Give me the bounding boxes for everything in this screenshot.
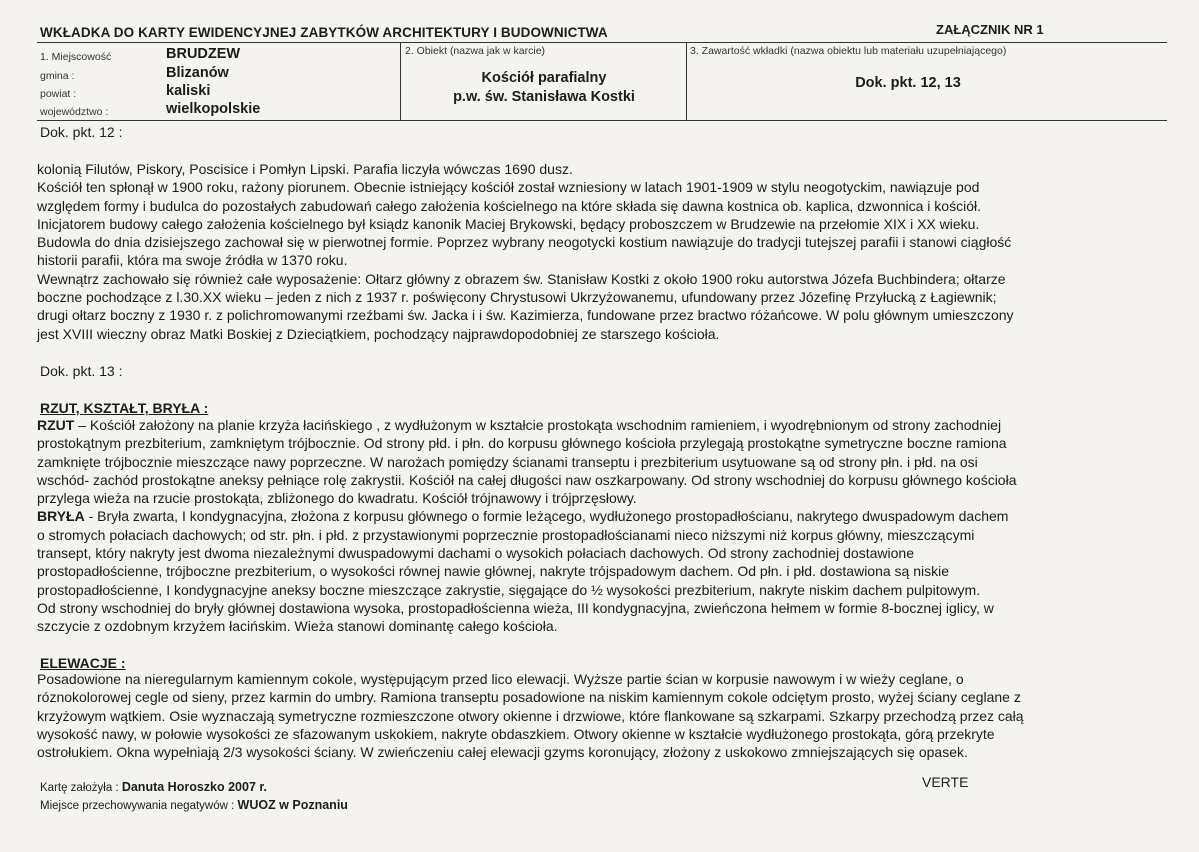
document-title: WKŁADKA DO KARTY EWIDENCYJNEJ ZABYTKÓW ARCHITEKTURY I BUDOWNICTWA: [40, 25, 608, 40]
rzut-term: RZUT: [37, 417, 75, 433]
section12-line: Budowla do dnia dzisiejszego zachował się w pierwotnej formie. Poprzez wybrany neogotycki kostium nawiązuje do tradycji tutejszej parafii i stanowi ciągłość: [37, 234, 1012, 251]
header-divider: [37, 42, 1167, 43]
rzut-line: wschód- zachód prostokątne aneksy pełniące rolę zakrystii. Kościół na całej długości naw oszkarpowany. Od strony wschodniej do korpusu głównego kościoła: [37, 471, 1017, 488]
section13-label: Dok. pkt. 13 :: [40, 363, 123, 379]
section12-line: Inicjatorem budowy całego założenia kościelnego był ksiądz kanonik Maciej Brykowski, będący proboszczem w Brudzewie na przełomie XIX i XX wieku.: [37, 215, 980, 232]
content-label: 3. Zawartość wkładki (nazwa obiektu lub materiału uzupełniającego): [690, 45, 1007, 57]
powiat-label: powiat :: [40, 88, 77, 100]
section12-line: względem formy i budulca do pozostałych zabudowań całego założenia kościelnego na które składa się dawna kostnica ob. kaplica, dzwonnica i kościół.: [37, 197, 981, 214]
gmina-value: Blizanów: [166, 65, 229, 81]
bryla-term: BRYŁA: [37, 508, 85, 525]
gmina-label: gmina :: [40, 70, 75, 82]
rzut-heading: RZUT, KSZTAŁT, BRYŁA :: [40, 400, 209, 416]
bryla-line: prostopadłościenne, I kondygnacyjne aneksy boczne mieszczące zakrystie, sięgające do ½ wysokości prezbiterium, nakryte niskim dachem pulpitowym.: [37, 581, 981, 598]
rzut-text: [37, 416, 1167, 636]
elewacje-line: Posadowione na nieregularnym kamiennym cokole, występującym przed lico elewacji. Wyższe partie ścian w korpusie nawowym i w wieży ceglane, o: [37, 671, 964, 687]
content-value: Dok. pkt. 12, 13: [855, 75, 961, 91]
elewacje-text: [37, 670, 1167, 761]
wojewodztwo-value: wielkopolskie: [166, 101, 261, 117]
storage-line: [40, 798, 348, 812]
author-label: Kartę założyła :: [40, 782, 119, 794]
rzut-line: zamknięte trójbocznie mieszczące nawy poprzeczne. W narożach pomiędzy ścianami transeptu i prezbiterium usytuowane są od strony płn. i płd. na osi: [37, 453, 978, 470]
verte-label: VERTE: [922, 774, 969, 790]
bryla-line: o stromych połaciach dachowych; od str. płn. i płd. z przystawionymi poprzecznie prostopadłościanami nieco niższymi niż korpus główny, mieszczącymi: [37, 526, 975, 543]
object-name-line2: p.w. św. Stanisława Kostki: [453, 89, 635, 105]
storage-label: Miejsce przechowywania negatywów :: [40, 800, 235, 812]
author-line: [40, 780, 267, 794]
wojewodztwo-label: województwo :: [40, 106, 109, 118]
section12-line: historii parafii, która ma swoje źródła w 1370 roku.: [37, 252, 348, 269]
bryla-line: BRYŁA - Bryła zwarta, I kondygnacyjna, złożona z korpusu głównego o formie leżącego, wydłużonego prostopadłościanu, nakrytego dwuspadowym dachem: [37, 508, 1009, 525]
field-divider-2: [686, 42, 687, 120]
elewacje-line: róznokolorowej cegle od sieny, przez karmin do umbry. Ramiona transeptu posadowione na niskim kamiennym cokole odciętym prosto, wyżej ściany ceglane z: [37, 689, 1021, 706]
elewacje-line: krzyżowym wątkiem. Osie wyznaczają symetryczne rozmieszczone otwory okienne i drzwiowe, które flankowane są szkarpami. Szkarpy przechodzą przez całą: [37, 707, 1024, 724]
bryla-line: transept, który nakryty jest dwoma niezależnymi dwuspadowymi dachami o wysokich połaciach dachowych. Od strony zachodniej dostawione: [37, 545, 914, 562]
rzut-line: prostokątnym prezbiterium, zamkniętym trójbocznie. Od strony płd. i płn. do korpusu głównego kościoła przylegają prostokątne symetryczne boczne ramiona: [37, 435, 1007, 452]
field-divider-1: [400, 42, 401, 120]
rzut-line: przylega wieża na rzucie prostokąta, zbliżonego do kwadratu. Kościół trójnawowy i trójprzęsłowy.: [37, 490, 637, 507]
storage-value: WUOZ w Poznaniu: [237, 798, 348, 812]
powiat-value: kaliski: [166, 83, 211, 99]
section12-line: boczne pochodzące z l.30.XX wieku – jeden z nich z 1937 r. poświęcony Chrystusowi Ukrzyżowanemu, ufundowany przez Józefinę Przyłucką z Łagiewnik;: [37, 289, 997, 306]
annex-number: ZAŁĄCZNIK NR 1: [936, 22, 1044, 37]
locality-label: 1. Miejscowość: [40, 51, 112, 63]
elewacje-line: ostrołukiem. Okna wypełniają 2/3 wysokości ściany. W zwieńczeniu całej elewacji gzyms koronujący, złożony z uskokowo zmniejszających się opasek.: [37, 744, 968, 761]
section12-line: kolonią Filutów, Piskory, Poscisice i Pomłyn Lipski. Parafia liczyła wówczas 1690 dusz.: [37, 161, 573, 177]
elewacje-heading: ELEWACJE :: [40, 655, 126, 671]
author-value: Danuta Horoszko 2007 r.: [121, 780, 268, 794]
bryla-line: prostopadłościenne, trójboczne prezbiterium, o wysokości równej nawie głównej, nakryte trójspadowym dachem. Od płn. i płd. dostawiona są niskie: [37, 563, 950, 580]
section12-line: Kościół ten spłonął w 1900 roku, rażony piorunem. Obecnie istniejący kościół został wzniesiony w latach 1901-1909 w stylu neogotyckim, nawiązuje pod: [37, 179, 980, 196]
bryla-line: Od strony wschodniej do bryły głównej dostawiona wysoka, prostopadłościenna wieża, III kondygnacyjna, zwieńczona hełmem w formie 8-bocznej iglicy, w: [37, 599, 994, 616]
rzut-line: RZUT – Kościół założony na planie krzyża łacińskiego , z wydłużonym w kształcie prostokąta wschodnim ramieniem, i wyodrębnionym od strony zachodniej: [37, 417, 1002, 433]
object-name-line1: Kościół parafialny: [481, 70, 607, 86]
section12-text: [37, 160, 1167, 343]
section12-line: drugi ołtarz boczny z 1930 r. z polichromowanymi rzeźbami św. Jacka i i św. Kazimierza, fundowane przez bractwo różańcowe. W polu głównym umieszczony: [37, 307, 1014, 324]
locality-value: BRUDZEW: [166, 46, 241, 62]
object-label: 2. Obiekt (nazwa jak w karcie): [405, 45, 546, 57]
bryla-line: szczycie z ozdobnym krzyżem łacińskim. Wieża stanowi dominantę całego kościoła.: [37, 618, 558, 635]
fields-bottom-divider: [37, 120, 1167, 121]
section12-label: Dok. pkt. 12 :: [40, 124, 123, 140]
section12-line: Wewnątrz zachowało się również całe wyposażenie: Ołtarz główny z obrazem św. Stanisław Kostki z około 1900 roku autorstwa Józefa Buchbindera; ołtarze: [37, 270, 1006, 287]
section12-line: jest XVIII wieczny obraz Matki Boskiej z Dzieciątkiem, pochodzący najprawdopodobniej ze starszego kościoła.: [37, 325, 720, 342]
elewacje-line: wysokość nawy, w połowie wysokości ze sfazowanym uskokiem, nakryte obdaszkiem. Otwory okienne w kształcie wydłużonego prostokąta, górą przekryte: [37, 725, 995, 742]
